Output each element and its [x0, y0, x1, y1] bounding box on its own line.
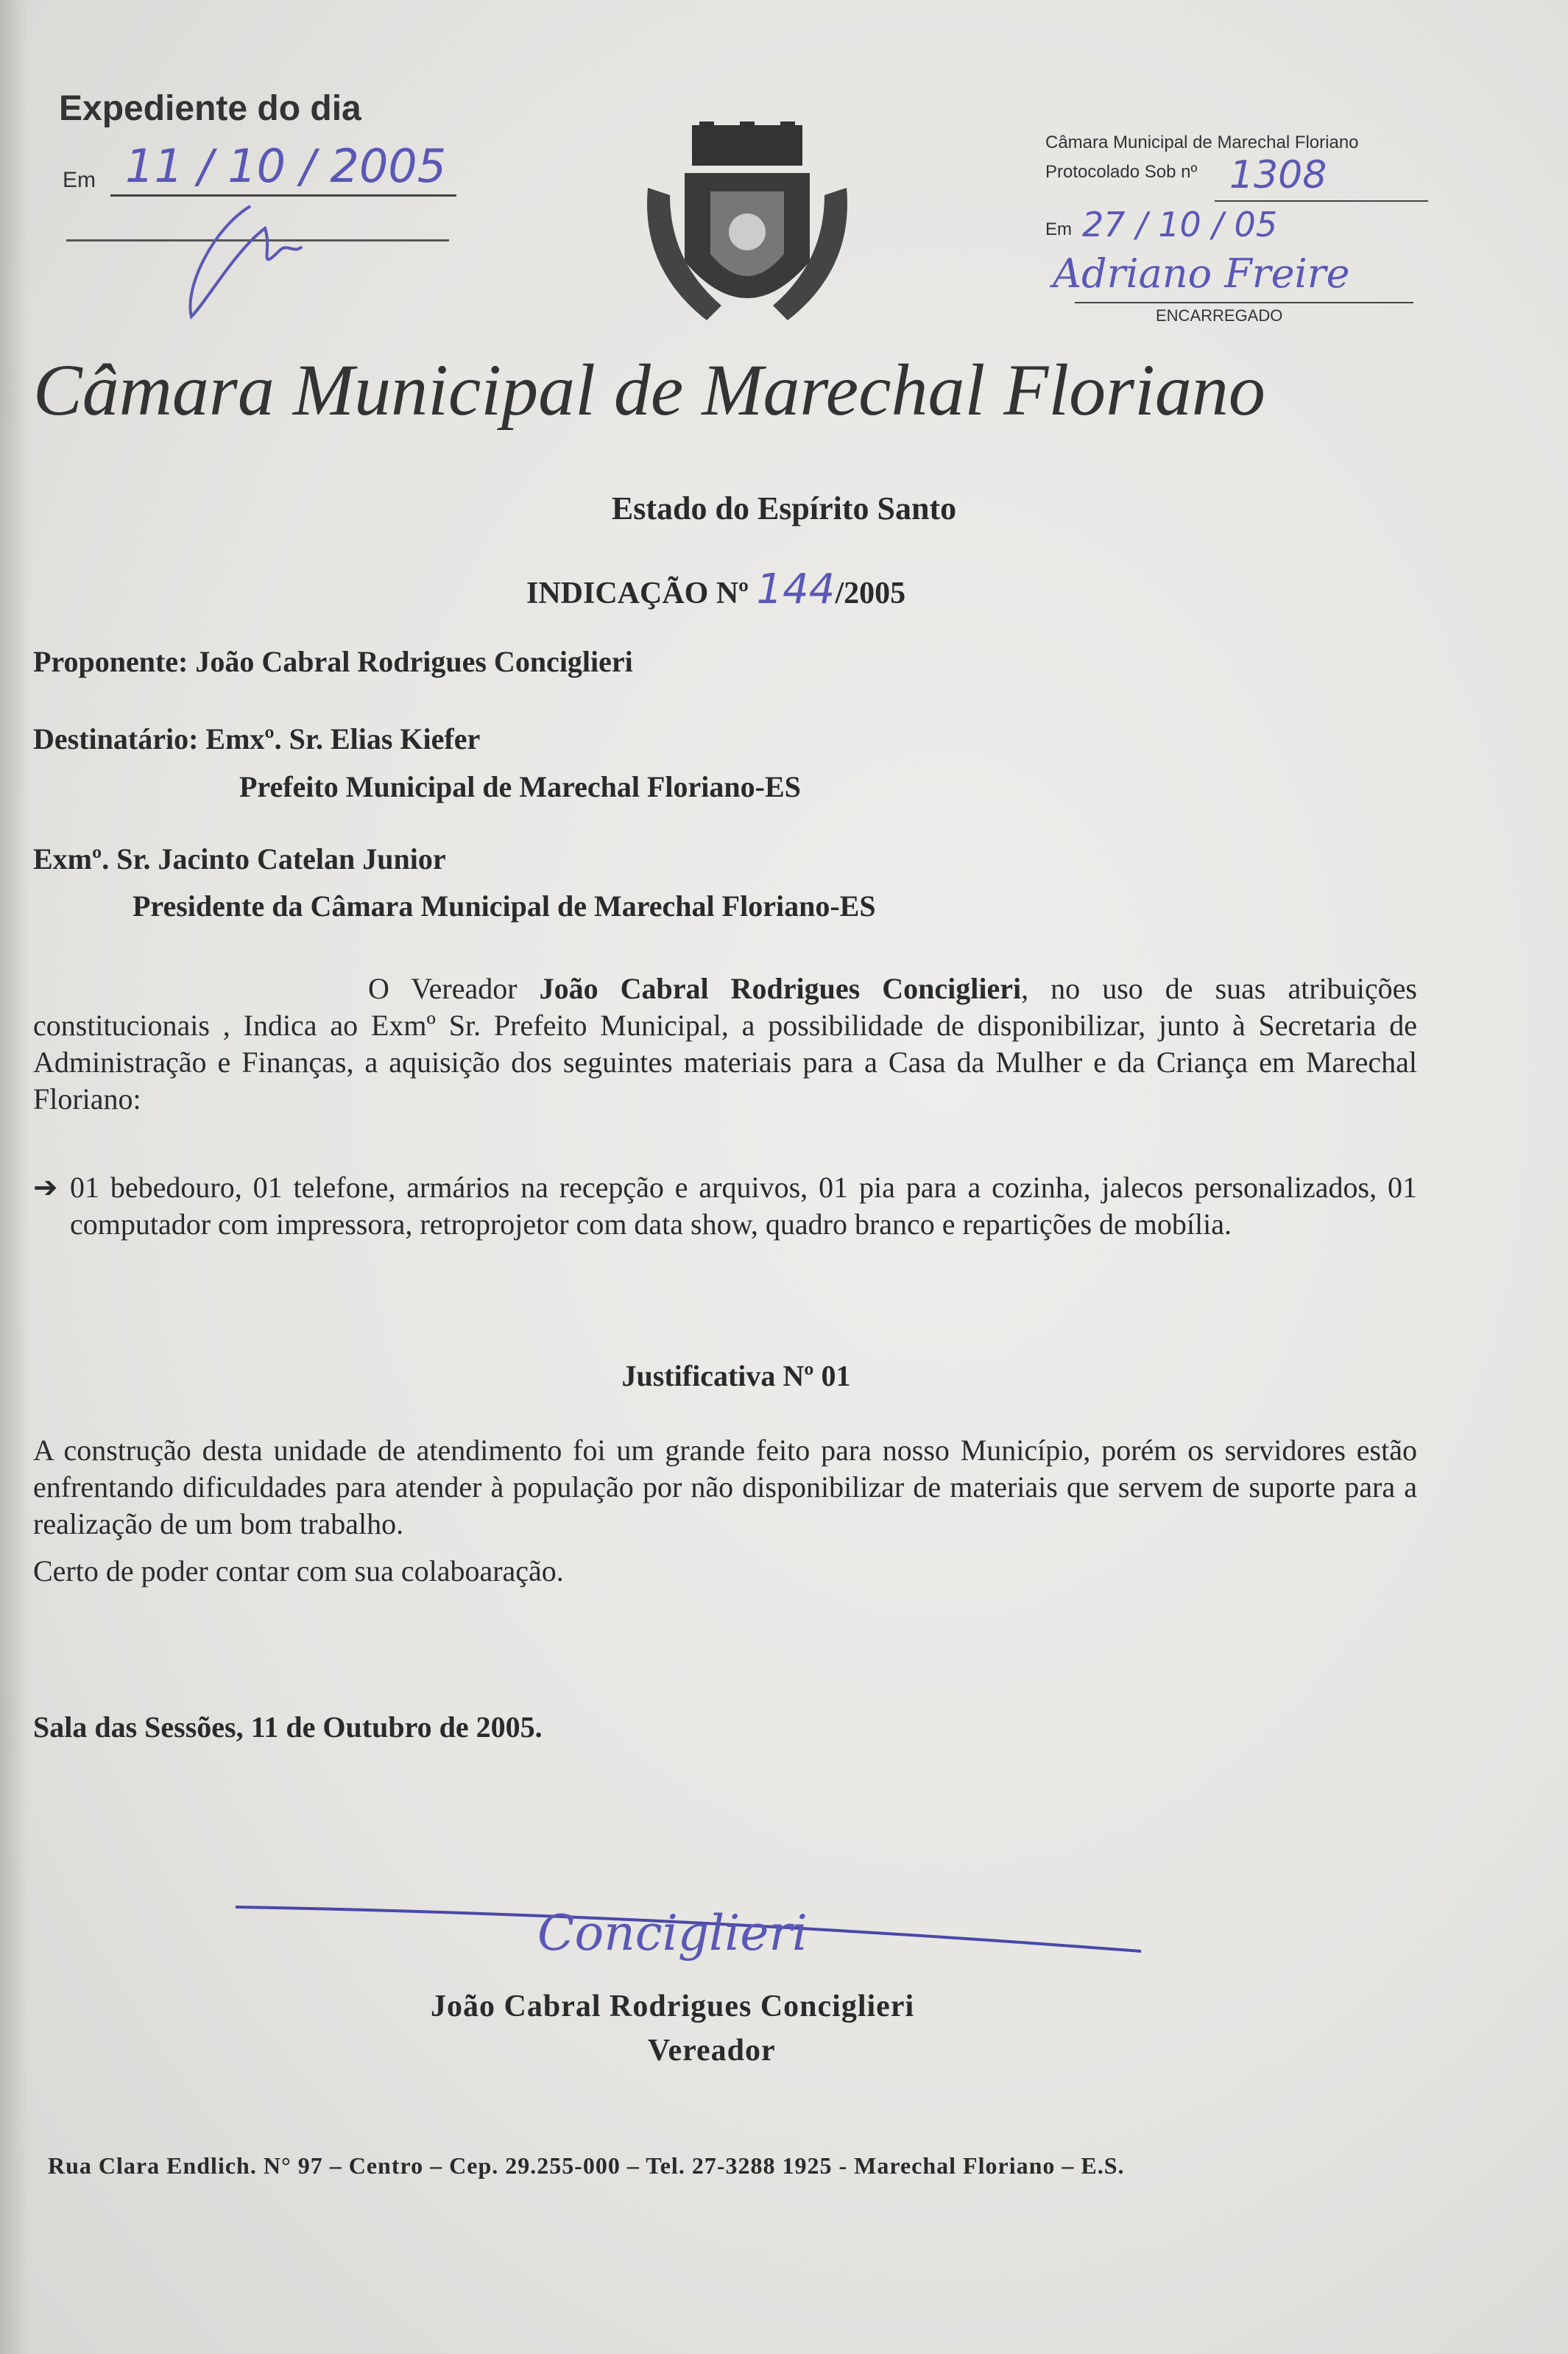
justificativa-text: A construção desta unidade de atendimento foi um grande feito para nosso Município, porém os servidores estão enfrentando dificuldades para atender à população por não disponibilizar de materiais que servem de suporte para a realização de um bom trabalho.: [33, 1434, 1417, 1540]
copy-to-role: Presidente da Câmara Municipal de Marechal Floriano-ES: [133, 889, 876, 923]
arrow-bullet-icon: ➔: [33, 1171, 58, 1204]
protocol-role: ENCARREGADO: [1156, 306, 1283, 325]
expediente-em-label: Em: [63, 168, 96, 192]
protocol-signature: Adriano Freire: [1053, 250, 1350, 297]
proponente: [33, 644, 633, 680]
signer-role: Vereador: [648, 2034, 776, 2068]
protocol-em-label: Em: [1045, 219, 1072, 239]
expediente-date: 11 / 10 / 2005: [125, 139, 447, 193]
proponente-label: Proponente:: [33, 645, 188, 678]
sala-date: Sala das Sessões, 11 de Outubro de 2005.: [33, 1710, 543, 1744]
protocol-number: 1308: [1229, 153, 1327, 197]
indicacao-prefix: INDICAÇÃO Nº: [526, 577, 749, 610]
indicacao-heading: [526, 567, 905, 613]
justificativa-heading: Justificativa Nº 01: [621, 1359, 851, 1392]
protocol-stamp: [1045, 133, 1487, 331]
proponente-value: João Cabral Rodrigues Conciglieri: [195, 645, 633, 678]
body-text: , no uso de suas atribuições constitucionais , Indica ao Exmº Sr. Prefeito Municipal, a possibilidade de disponibilizar, junto à Secretaria de Administração e Finanças, a aquisição dos seguintes materiais para a Casa da Mulher e da Criança em Marechal Floriano:: [33, 972, 1417, 1116]
justificativa-closing: Certo de poder contar com sua colaboaração.: [33, 1554, 564, 1587]
protocol-chamber: Câmara Municipal de Marechal Floriano: [1045, 133, 1359, 152]
copy-to-name: Exmº. Sr. Jacinto Catelan Junior: [33, 842, 446, 875]
page-title: Câmara Municipal de Marechal Floriano: [33, 349, 1265, 431]
indicacao-year: /2005: [835, 577, 906, 610]
signer-name: João Cabral Rodrigues Conciglieri: [431, 1990, 915, 2023]
destinatario: [33, 722, 480, 757]
protocol-date: 27 / 10 / 05: [1082, 205, 1278, 244]
expediente-label: Expediente do dia: [59, 89, 361, 128]
destinatario-label: Destinatário:: [33, 722, 199, 755]
expediente-date-line: [110, 194, 456, 197]
destinatario-role: Prefeito Municipal de Marechal Floriano-ES: [239, 770, 801, 803]
footer-address: Rua Clara Endlich. N° 97 – Centro – Cep. 29.255-000 – Tel. 27-3288 1925 - Marechal Floriano – E.S.: [48, 2152, 1125, 2179]
signature-handwritten: Conciglieri: [537, 1905, 808, 1962]
page-shadow: [0, 0, 29, 2354]
page-subtitle: Estado do Espírito Santo: [611, 490, 957, 526]
coat-of-arms-icon: [640, 121, 854, 342]
materials-list-item: 01 bebedouro, 01 telefone, armários na recepção e arquivos, 01 pia para a cozinha, jalecos personalizados, 01 computador com impressora, retroprojetor com data show, quadro branco e repartições de mobília.: [70, 1171, 1417, 1241]
protocol-label: Protocolado Sob nº: [1045, 162, 1198, 182]
expediente-signature: [169, 199, 317, 331]
body-paragraph: [33, 970, 1417, 1118]
destinatario-name: Emxº. Sr. Elias Kiefer: [205, 722, 481, 755]
body-intro: O Vereador: [368, 972, 540, 1005]
body-name: João Cabral Rodrigues Conciglieri: [539, 972, 1022, 1005]
indicacao-number: 144: [756, 565, 836, 613]
